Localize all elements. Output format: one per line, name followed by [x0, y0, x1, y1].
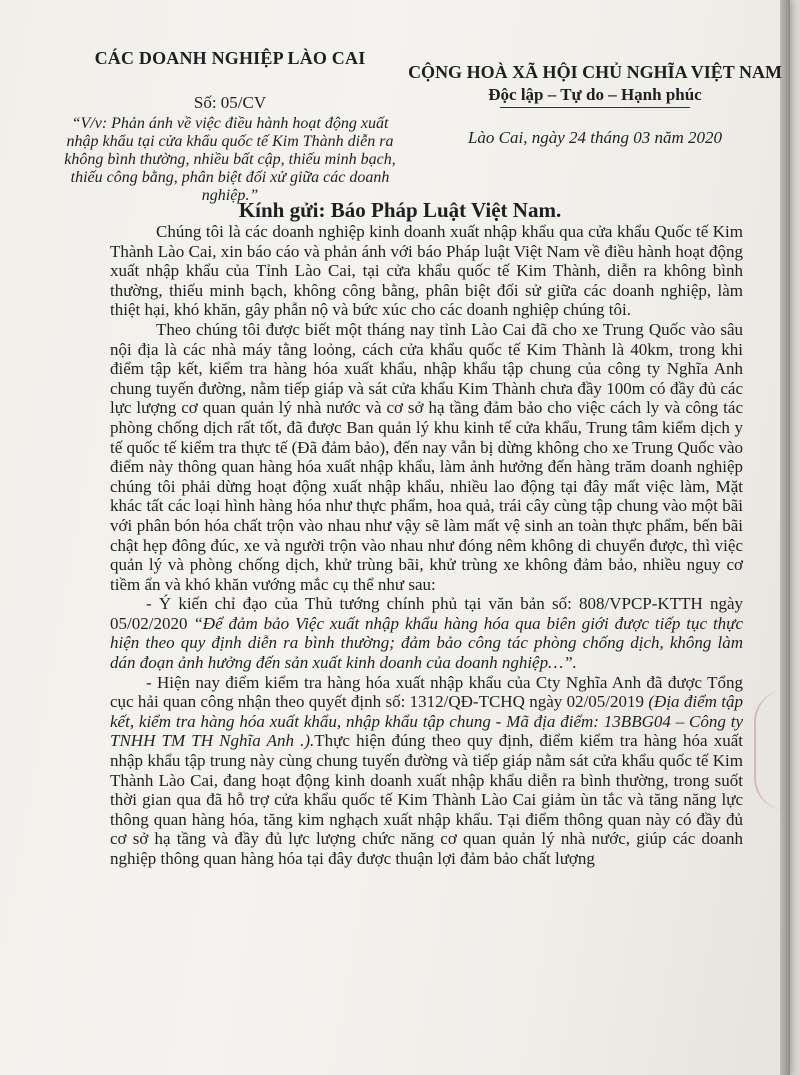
motto-underline — [500, 107, 690, 108]
national-motto: Độc lập – Tự do – Hạnh phúc — [488, 85, 702, 104]
paragraph-intro: Chúng tôi là các doanh nghiệp kinh doanh xuất nhập khẩu qua cửa khẩu Quốc tế Kim Thành Lào Cai, xin báo cáo và phản ánh với báo Pháp luật Việt Nam về điều hành hoạt động xuất nhập khẩu của Tỉnh Lào Cai, tại cửa khẩu quốc tế Kim Thành, diễn ra không bình thường, thiếu minh bạch, không công bằng, phân biệt đối sử giữa các doanh nghiệp, làm thiệt hại, khó khăn, gây phẫn nộ và bức xúc cho các doanh nghiệp chúng tôi. — [110, 222, 743, 320]
letter-body — [110, 222, 743, 869]
issuer-block — [50, 48, 410, 205]
document-subject: “V/v: Phản ánh về việc điều hành hoạt động xuất nhập khẩu tại cửa khẩu quốc tế Kim Thành diễn ra không bình thường, nhiều bất cập, thiếu minh bạch, thiếu công bằng, phân biệt đối xử giữa các doanh nghiệp.” — [64, 115, 396, 204]
directive-reference: - Ý kiến chỉ đạo của Thủ tướng chính phủ tại văn bản số: 808/VPCP-KTTH ngày 05/02/2020 — [110, 594, 743, 633]
inspection-point-description: Thực hiện đúng theo quy định, điểm kiểm tra hàng hóa xuất nhập khẩu tập trung này cùng chung tuyến đường và tiếp giáp nằm sát cửa khẩu quốc tế Kim Thành Lào Cai, đang hoạt động kinh doanh xuất nhập khẩu diễn ra bình thường, trong suốt thời gian qua đã hỗ trợ cửa khẩu quốc tế Kim Thành Lào Cai giảm ùn tắc và tăng năng lực thông quan hàng hóa, tăng kim nghạch xuất nhập khẩu. Tại điểm thông quan này có đầy đủ cơ sở hạ tầng và đầy đủ lực lượng chức năng cơ quan quản lý nhà nước, giúp các doanh nghiệp thông quan hàng hóa tại đây được thuận lợi đảm bảo chất lượng — [110, 731, 743, 868]
paragraph-directive — [110, 594, 743, 672]
location-detail: (Địa điểm tập kết, kiểm tra hàng hóa xuất khẩu, nhập khẩu tập chung - Mã địa điểm: 13BBG04 – Công ty TNHH TM TH Nghĩa Anh .). — [110, 692, 743, 751]
decision-reference: - Hiện nay điểm kiểm tra hàng hóa xuất nhập khẩu của Cty Nghĩa Anh đã được Tổng cục hải quan công nhận theo quyết định số: 1312/QĐ-TCHQ ngày 02/05/2019 — [110, 672, 743, 712]
page-edge-shadow — [780, 0, 790, 1075]
issuer-name: CÁC DOANH NGHIỆP LÀO CAI — [94, 48, 366, 68]
document-number: Số: 05/CV — [193, 93, 267, 112]
nation-title: CỘNG HOÀ XÃ HỘI CHỦ NGHĨA VIỆT NAM — [408, 62, 782, 82]
directive-quote: “Để đảm bảo Việc xuất nhập khẩu hàng hóa qua biên giới được tiếp tục thực hiện theo quy định diễn ra bình thường; đảm bảo công tác phòng chống dịch, không làm dán đoạn ảnh hưởng đến sản xuất kinh doanh của doanh nghiệp…”. — [110, 613, 743, 673]
paragraph-inspection-point — [110, 673, 743, 869]
national-header — [405, 62, 785, 148]
paragraph-situation: Theo chúng tôi được biết một tháng nay tỉnh Lào Cai đã cho xe Trung Quốc vào sâu nội địa là các nhà máy tằng loỏng, cách cửa khẩu quốc tế Kim Thành là 40km, trong khi điểm tập kết, kiểm tra hàng hóa xuất khẩu, nhập khẩu tập chung của công ty Nghĩa Anh chung tuyến đường, nằm tiếp giáp và sát cửa khẩu Kim Thành chưa đầy 100m có đầy đủ các lực lượng cơ quan quản lý nhà nước và cơ sở hạ tầng đảm bảo cho việc cách ly và công tác phòng chống dịch rất tốt, đã được Ban quản lý khu kinh tế cửa khẩu, Trung tâm kiểm dịch y tế quốc tế kiểm tra thực tế (Đã đảm bảo), đến nay vẫn bị dừng không cho xe Trung Quốc vào điểm này thông quan hàng hóa xuất nhập khẩu, làm ảnh hưởng đến hàng trăm doanh nghiệp chúng tôi phải dừng hoạt động xuất nhập khẩu, nhiều lao động tại đây mất việc làm, Mặt khác tất các loại hình hàng hóa như thực phẩm, hoa quả, trái cây cùng tập chung vào một bãi với phân bón hóa chất trộn vào nhau như vậy sẽ làm mất vệ sinh an toàn thực phẩm, bến bãi chật hẹp đông đúc, xe và người trộn vào nhau như đóng nêm không di chuyển được, thì việc quản lý và phòng chống dịch, khử trùng bãi, khử trùng xe không đảm bảo, nhiều nguy cơ tiềm ẩn và khó khăn vướng mắc cụ thể như sau: — [110, 319, 743, 594]
partial-stamp-mark — [754, 690, 786, 810]
recipient-line: Kính gửi: Báo Pháp Luật Việt Nam. — [238, 198, 562, 222]
place-and-date: Lào Cai, ngày 24 tháng 03 năm 2020 — [467, 128, 723, 147]
